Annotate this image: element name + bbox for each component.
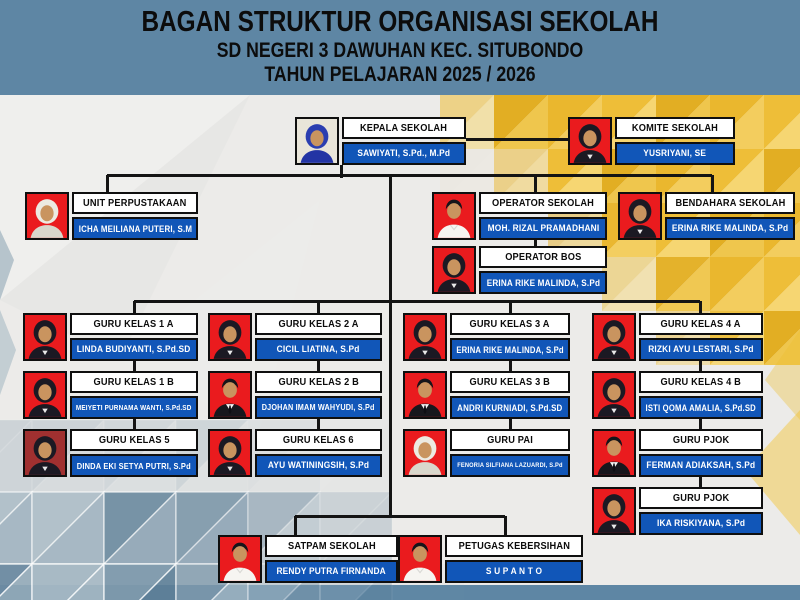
person-photo — [295, 117, 339, 165]
org-unit-guru-kelas-5 — [23, 429, 198, 477]
person-photo — [208, 371, 252, 419]
connector-line — [106, 175, 109, 193]
connector-line — [504, 516, 507, 536]
person-photo — [398, 535, 442, 583]
person-photo — [432, 192, 476, 240]
unit-title: GURU PAI — [450, 429, 570, 451]
unit-name: YUSRIYANI, SE — [615, 142, 735, 165]
person-photo — [403, 371, 447, 419]
unit-title: OPERATOR BOS — [479, 246, 607, 268]
unit-title: GURU KELAS 2 A — [255, 313, 382, 335]
org-unit-komite-sekolah — [568, 117, 735, 165]
unit-name: DJOHAN IMAM WAHYUDI, S.Pd — [255, 396, 382, 419]
person-photo — [592, 313, 636, 361]
unit-name: ERINA RIKE MALINDA, S.Pd — [450, 338, 570, 361]
org-unit-guru-pai — [403, 429, 570, 477]
person-photo — [208, 313, 252, 361]
connector-line — [711, 175, 714, 193]
org-unit-operator-sekolah — [432, 192, 607, 240]
unit-name: LINDA BUDIYANTI, S.Pd.SD — [70, 338, 198, 361]
org-unit-bendahara-sekolah — [618, 192, 795, 240]
person-photo — [403, 313, 447, 361]
unit-title: GURU KELAS 6 — [255, 429, 382, 451]
org-unit-satpam-sekolah — [218, 535, 398, 583]
unit-title: GURU PJOK — [639, 487, 763, 509]
unit-name: DINDA EKI SETYA PUTRI, S.Pd — [70, 454, 198, 477]
connector-line — [466, 138, 568, 141]
unit-title: GURU KELAS 4 B — [639, 371, 763, 393]
unit-title: KEPALA SEKOLAH — [342, 117, 466, 139]
person-photo — [23, 429, 67, 477]
org-unit-guru-kelas-3a — [403, 313, 570, 361]
unit-title: SATPAM SEKOLAH — [265, 535, 398, 557]
unit-title: UNIT PERPUSTAKAAN — [72, 192, 198, 214]
unit-name: ERINA RIKE MALINDA, S.Pd — [665, 217, 795, 240]
org-unit-guru-kelas-1b — [23, 371, 198, 419]
org-unit-guru-kelas-2b — [208, 371, 382, 419]
org-unit-guru-kelas-4b — [592, 371, 763, 419]
unit-name: FERMAN ADIAKSAH, S.Pd — [639, 454, 763, 477]
org-unit-guru-kelas-4a — [592, 313, 763, 361]
connector-line — [107, 174, 712, 177]
unit-title: GURU KELAS 4 A — [639, 313, 763, 335]
poster-title: BAGAN STRUKTUR ORGANISASI SEKOLAH — [141, 6, 659, 38]
org-unit-guru-kelas-6 — [208, 429, 382, 477]
unit-name: RIZKI AYU LESTARI, S.Pd — [639, 338, 763, 361]
person-photo — [568, 117, 612, 165]
unit-name: S U P A N T O — [445, 560, 583, 583]
org-unit-petugas-kebersihan — [398, 535, 583, 583]
unit-name: IKA RISKIYANA, S.Pd — [639, 512, 763, 535]
org-unit-guru-pjok-a — [592, 429, 763, 477]
unit-name: CICIL LIATINA, S.Pd — [255, 338, 382, 361]
unit-name: MEIYETI PURNAMA WANTI, S.Pd.SD — [70, 396, 198, 419]
person-photo — [23, 371, 67, 419]
unit-title: KOMITE SEKOLAH — [615, 117, 735, 139]
connector-line — [295, 515, 505, 518]
unit-name: ANDRI KURNIADI, S.Pd.SD — [450, 396, 570, 419]
unit-title: PETUGAS KEBERSIHAN — [445, 535, 583, 557]
unit-name: ISTI QOMA AMALIA, S.Pd.SD — [639, 396, 763, 419]
unit-title: GURU KELAS 1 A — [70, 313, 198, 335]
unit-name: FENORIA SILFIANA LAZUARDI, S.Pd — [450, 454, 570, 477]
unit-name: SAWIYATI, S.Pd., M.Pd — [342, 142, 466, 165]
unit-name: ICHA MEILIANA PUTERI, S.M — [72, 217, 198, 240]
org-unit-guru-kelas-2a — [208, 313, 382, 361]
person-photo — [208, 429, 252, 477]
person-photo — [218, 535, 262, 583]
poster-header — [0, 0, 800, 95]
org-unit-operator-bos — [432, 246, 607, 294]
unit-title: GURU KELAS 5 — [70, 429, 198, 451]
person-photo — [592, 429, 636, 477]
unit-title: GURU KELAS 3 B — [450, 371, 570, 393]
unit-name: RENDY PUTRA FIRNANDA — [265, 560, 398, 583]
unit-name: MOH. RIZAL PRAMADHANI — [479, 217, 607, 240]
person-photo — [432, 246, 476, 294]
person-photo — [592, 487, 636, 535]
unit-title: GURU PJOK — [639, 429, 763, 451]
org-unit-unit-perpustakaan — [25, 192, 198, 240]
person-photo — [618, 192, 662, 240]
unit-name: ERINA RIKE MALINDA, S.Pd — [479, 271, 607, 294]
connector-line — [534, 175, 537, 193]
person-photo — [403, 429, 447, 477]
org-unit-guru-kelas-3b — [403, 371, 570, 419]
person-photo — [23, 313, 67, 361]
poster-subtitle-school: SD NEGERI 3 DAWUHAN KEC. SITUBONDO — [216, 39, 584, 62]
person-photo — [592, 371, 636, 419]
poster-subtitle-year: TAHUN PELAJARAN 2025 / 2026 — [264, 63, 536, 86]
connector-line — [134, 300, 700, 303]
org-unit-kepala-sekolah — [295, 117, 466, 165]
person-photo — [25, 192, 69, 240]
org-unit-guru-pjok-b — [592, 487, 763, 535]
unit-title: BENDAHARA SEKOLAH — [665, 192, 795, 214]
unit-title: GURU KELAS 1 B — [70, 371, 198, 393]
unit-title: GURU KELAS 2 B — [255, 371, 382, 393]
org-unit-guru-kelas-1a — [23, 313, 198, 361]
unit-title: GURU KELAS 3 A — [450, 313, 570, 335]
unit-title: OPERATOR SEKOLAH — [479, 192, 607, 214]
connector-line — [294, 516, 297, 536]
connector-line — [389, 175, 392, 518]
unit-name: AYU WATININGSIH, S.Pd — [255, 454, 382, 477]
